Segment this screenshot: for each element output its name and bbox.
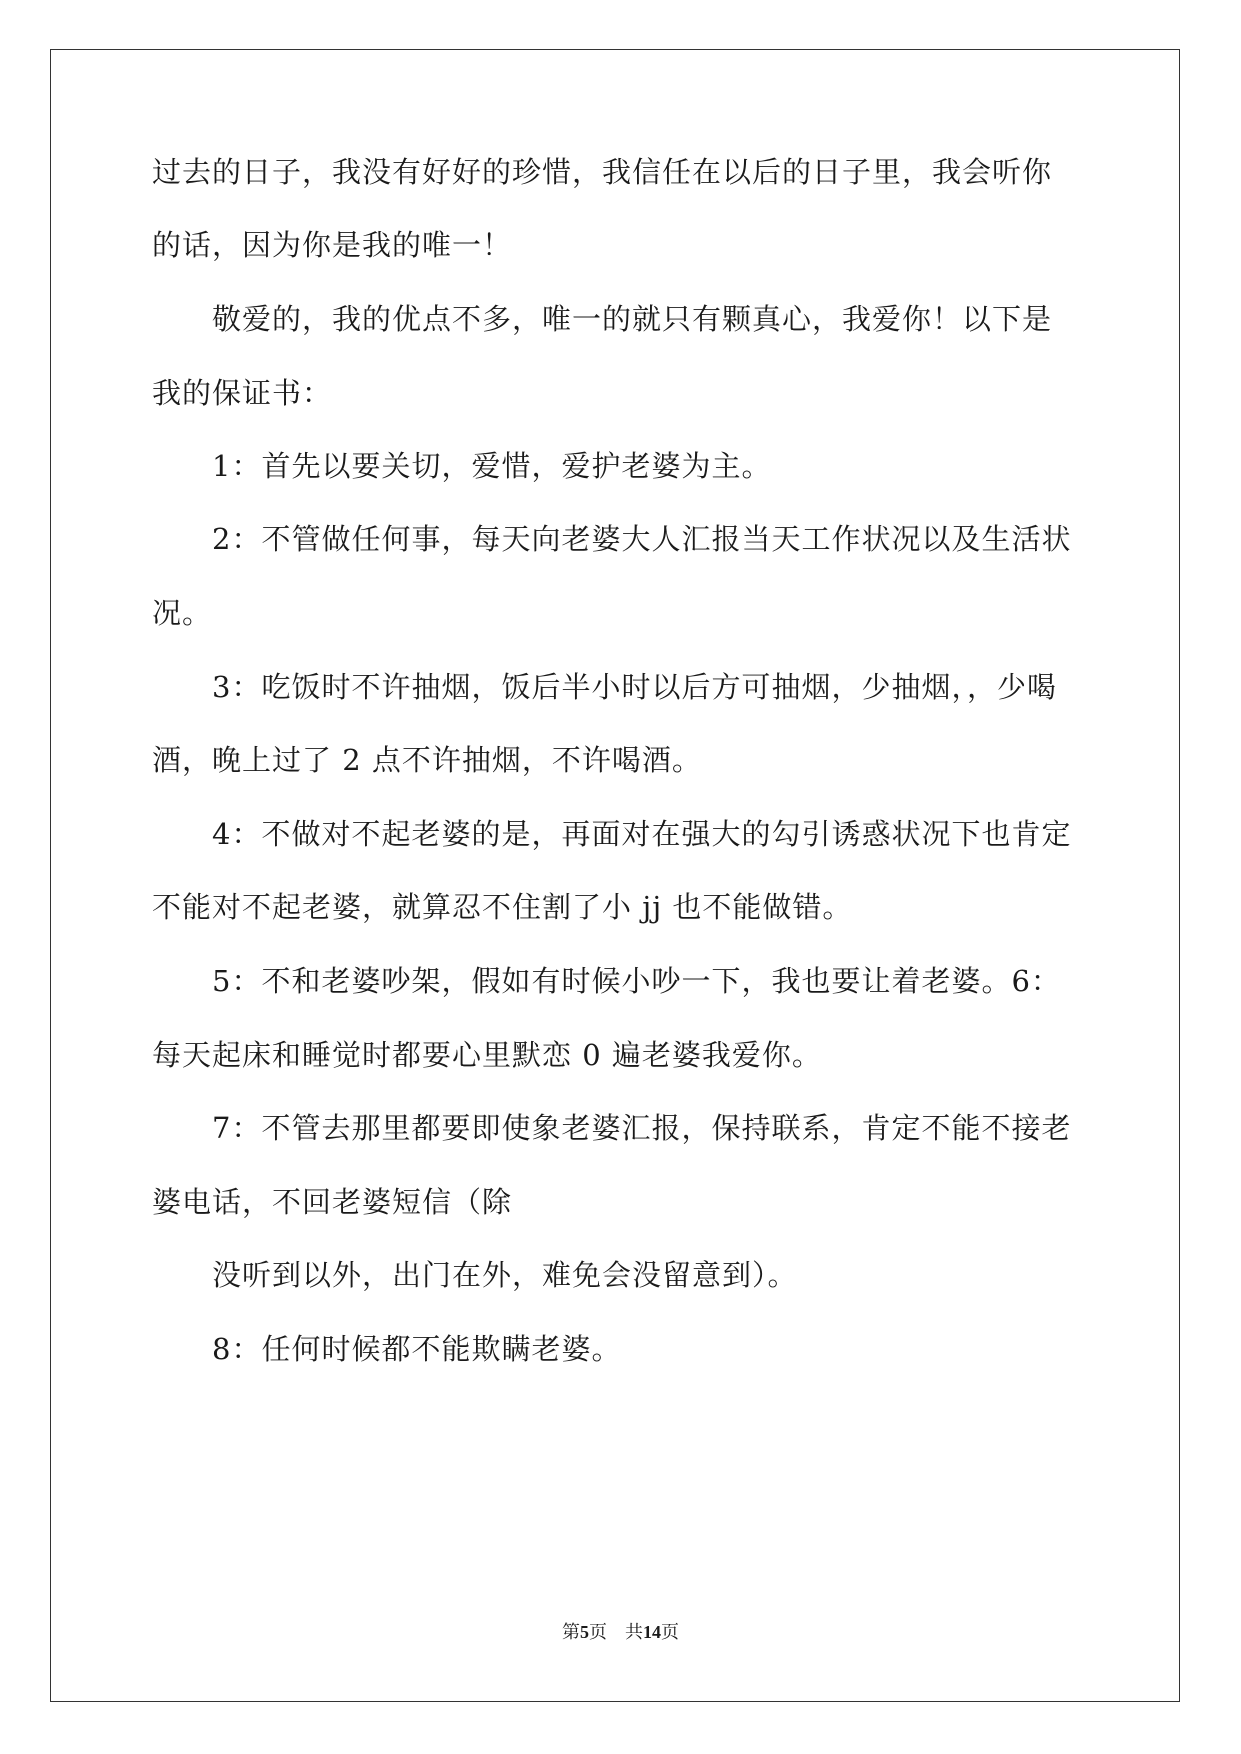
body-line: 7：不管去那里都要即使象老婆汇报，保持联系，肯定不能不接老 xyxy=(212,1111,1072,1145)
body-line: 没听到以外，出门在外，难免会没留意到）。 xyxy=(212,1258,798,1292)
page-footer xyxy=(0,1620,1241,1645)
body-line: 4：不做对不起老婆的是，再面对在强大的勾引诱惑状况下也肯定 xyxy=(212,817,1072,851)
footer-total-pages: 14 xyxy=(643,1622,661,1642)
body-line: 过去的日子，我没有好好的珍惜，我信任在以后的日子里，我会听你 xyxy=(152,155,1053,189)
body-line: 的话，因为你是我的唯一！ xyxy=(152,228,513,262)
body-line: 5：不和老婆吵架，假如有时候小吵一下，我也要让着老婆。6： xyxy=(212,964,1061,998)
body-line: 3：吃饭时不许抽烟，饭后半小时以后方可抽烟，少抽烟，，少喝 xyxy=(212,670,1057,704)
body-line: 1：首先以要关切，爱惜，爱护老婆为主。 xyxy=(212,449,772,483)
body-line: 2：不管做任何事，每天向老婆大人汇报当天工作状况以及生活状 xyxy=(212,522,1072,556)
footer-total-prefix: 共 xyxy=(625,1622,643,1643)
body-line: 况。 xyxy=(152,596,213,630)
footer-page-suffix: 页 xyxy=(589,1622,607,1643)
body-line: 婆电话，不回老婆短信（除 xyxy=(152,1185,513,1219)
body-line: 8：任何时候都不能欺瞒老婆。 xyxy=(212,1332,622,1366)
body-line: 每天起床和睡觉时都要心里默恋 0 遍老婆我爱你。 xyxy=(152,1038,822,1072)
footer-total-suffix: 页 xyxy=(661,1622,679,1643)
page-border xyxy=(50,49,1180,1702)
footer-prefix: 第 xyxy=(562,1622,580,1643)
body-line: 敬爱的，我的优点不多，唯一的就只有颗真心，我爱你！以下是 xyxy=(212,302,1053,336)
body-line: 我的保证书： xyxy=(152,376,333,410)
body-line: 酒，晚上过了 2 点不许抽烟，不许喝酒。 xyxy=(152,743,702,777)
body-line: 不能对不起老婆，就算忍不住割了小 jj 也不能做错。 xyxy=(152,890,853,924)
footer-page-number: 5 xyxy=(580,1622,589,1642)
